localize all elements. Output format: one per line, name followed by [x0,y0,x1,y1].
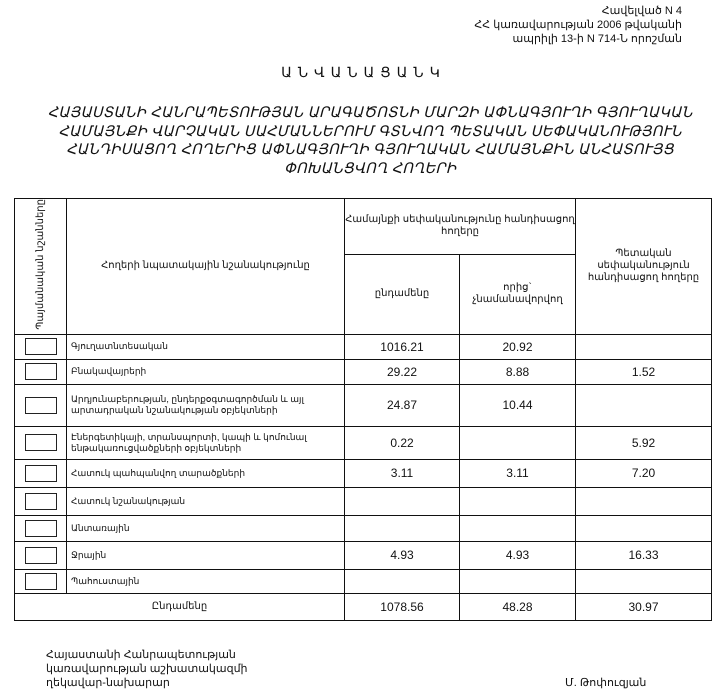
row-state [576,334,712,359]
signatory-name: Մ. Թոփուզյան [565,677,647,689]
signatory-line-2: կառավարության աշխատակազմի [46,663,248,675]
heading-line-4: ՓՈԽԱՆՑՎՈՂ ՀՈՂԵՐԻ [283,160,457,177]
table-row [15,359,712,384]
row-of-which: 3.11 [460,459,576,487]
totals-row [15,593,712,620]
row-total [345,487,460,515]
code-box [25,338,57,355]
row-code-cell [15,359,67,384]
row-state [576,487,712,515]
appendix-line-2: ՀՀ կառավարության 2006 թվականի [474,19,682,31]
totals-of-which: 48.28 [460,593,576,620]
row-of-which [460,487,576,515]
row-total: 3.11 [345,459,460,487]
row-name: Ջրային [67,541,345,569]
header-purpose: Հողերի նպատակային նշանակությունը [67,199,345,335]
row-total: 24.87 [345,384,460,426]
code-box [25,434,57,451]
table-row [15,487,712,515]
code-box [25,547,57,564]
row-of-which [460,515,576,541]
totals-label: Ընդամենը [15,593,345,620]
table-row [15,515,712,541]
header-total: ընդամենը [345,254,460,334]
totals-total: 1078.56 [345,593,460,620]
row-of-which: 10.44 [460,384,576,426]
heading-line-2: ՀԱՄԱՅՆՔԻ ՎԱՐՉԱԿԱՆ ՍԱՀՄԱՆՆԵՐՈՒՄ ԳՏՆՎՈՂ ՊԵՏԱԿԱՆ ՍԵՓԱԿԱՆՈՒԹՅՈՒՆ [58,123,682,140]
code-box [25,520,57,537]
row-total: 29.22 [345,359,460,384]
code-box [25,363,57,380]
row-total [345,515,460,541]
appendix-line-1: Հավելված N 4 [601,5,682,17]
code-box [25,493,57,510]
row-name: Հատուկ նշանակության [67,487,345,515]
signatory-line-3: ղեկավար-նախարար [46,677,170,689]
row-code-cell [15,541,67,569]
signatory-line-1: Հայաստանի Հանրապետության [46,649,236,661]
row-state: 5.92 [576,426,712,459]
table-row [15,426,712,459]
table-row [15,569,712,593]
row-code-cell [15,515,67,541]
row-state [576,515,712,541]
row-name: Պահուստային [67,569,345,593]
row-state [576,384,712,426]
row-of-which: 4.93 [460,541,576,569]
row-name: Անտառային [67,515,345,541]
row-name: Գյուղատնտեսական [67,334,345,359]
row-of-which: 20.92 [460,334,576,359]
table-row [15,459,712,487]
code-box [25,573,57,590]
row-state [576,569,712,593]
header-community: Համայնքի սեփականությունը հանդիսացող հողերը [345,199,576,255]
row-code-cell [15,487,67,515]
row-name: Էներգետիկայի, տրանսպորտի, կապի և կոմունալ ենթակառուցվածքների օբյեկտների [67,426,345,459]
signatory-title [46,648,248,690]
row-state: 7.20 [576,459,712,487]
row-code-cell [15,426,67,459]
heading-line-3: ՀԱՆԴԻՍԱՑՈՂ ՀՈՂԵՐԻՑ ԱՓՆԱԳՅՈՒՂԻ ԳՅՈՒՂԱԿԱՆ ՀԱՄԱՅՆՔԻՆ ԱՆՀԱՏՈՒՅՑ [66,142,674,158]
row-code-cell [15,569,67,593]
code-box [25,397,57,414]
appendix-block [474,4,682,46]
document-title: ԱՆՎԱՆԱՑԱՆԿ [281,64,446,80]
row-of-which: 8.88 [460,359,576,384]
row-of-which [460,426,576,459]
row-code-cell [15,334,67,359]
totals-state: 30.97 [576,593,712,620]
code-box [25,465,57,482]
row-code-cell [15,384,67,426]
row-state: 1.52 [576,359,712,384]
row-state: 16.33 [576,541,712,569]
row-total: 0.22 [345,426,460,459]
row-total: 4.93 [345,541,460,569]
row-total [345,569,460,593]
table-row [15,384,712,426]
header-of-which: որից` չնամանավորվող [460,254,576,334]
row-name: Բնակավայրերի [67,359,345,384]
land-table [14,198,712,621]
header-code-label: Պայմանական նշանները [34,199,46,330]
row-total: 1016.21 [345,334,460,359]
header-code [15,199,67,335]
appendix-line-3: ապրիլի 13-ի N 714-Ն որոշման [512,33,682,45]
row-name: Հատուկ պահպանվող տարածքների [67,459,345,487]
heading-line-1: ՀԱՅԱՍՏԱՆԻ ՀԱՆՐԱՊԵՏՈՒԹՅԱՆ ԱՐԱԳԱԾՈՏՆԻ ՄԱՐԶԻ ԱՓՆԱԳՅՈՒՂԻ ԳՅՈՒՂԱԿԱՆ [47,105,693,121]
row-of-which [460,569,576,593]
table-row [15,541,712,569]
row-code-cell [15,459,67,487]
table-row [15,334,712,359]
header-state: Պետական սեփականություն հանդիսացող հողերը [576,199,712,335]
row-name: Արդյունաբերության, ընդերքօգտագործման և այլ արտադրական նշանակության օբյեկտների [67,384,345,426]
document-heading [20,104,720,178]
